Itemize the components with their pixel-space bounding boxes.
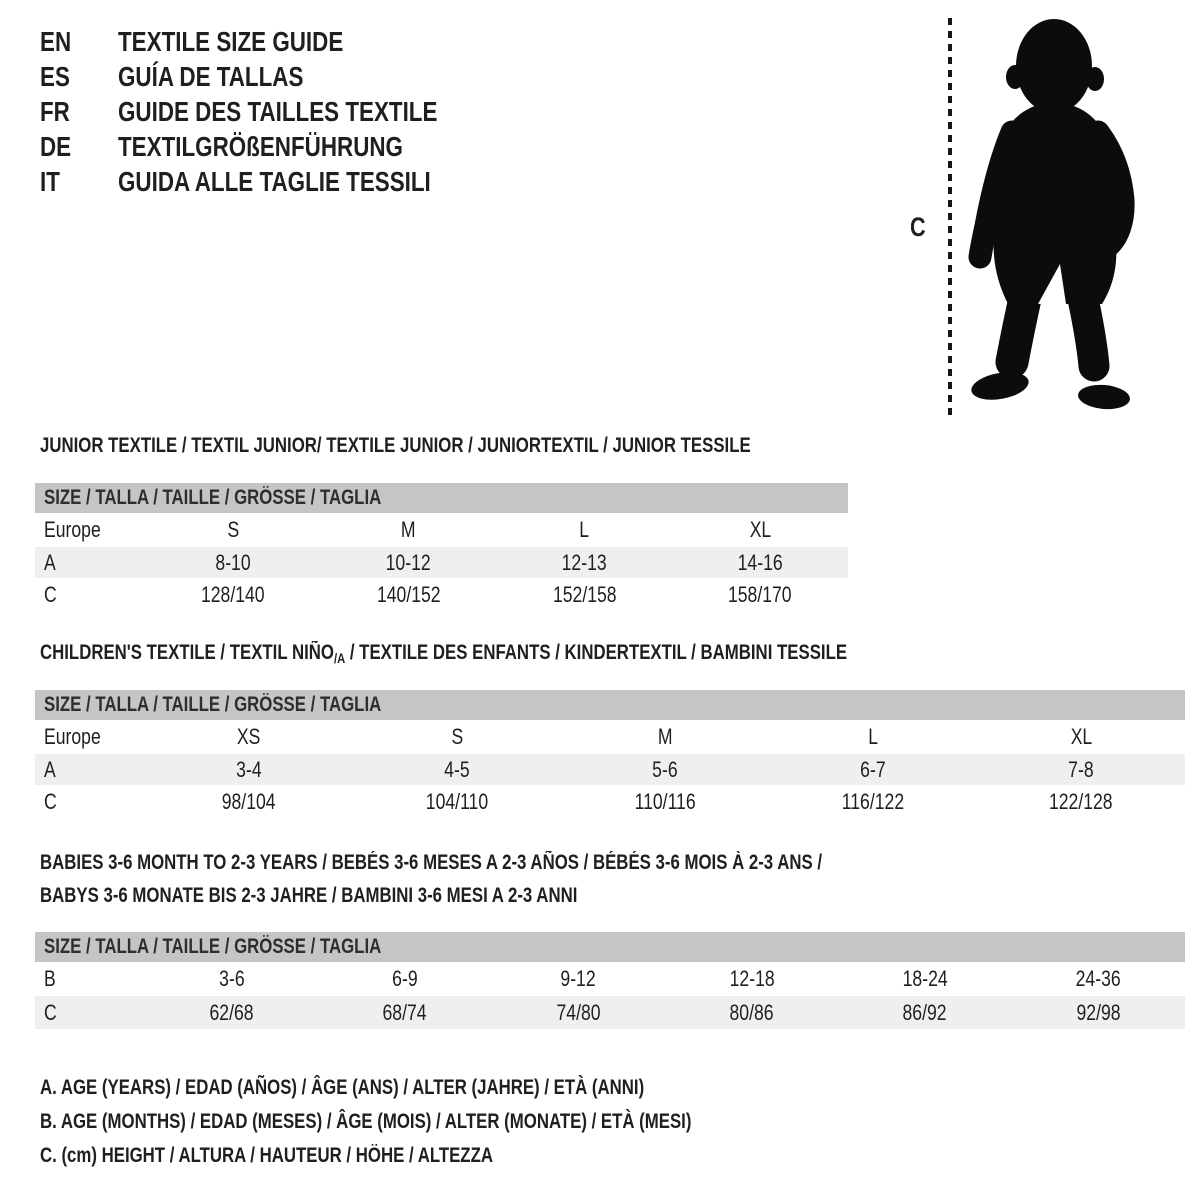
lang-code-en-text: EN (40, 25, 72, 57)
junior-size-s (145, 517, 321, 543)
babies-size-table-header (35, 932, 1185, 962)
silhouette-leg-left (1012, 294, 1026, 362)
babies-height-6 (1012, 1000, 1185, 1026)
children-height-s-text: 104/110 (425, 788, 489, 814)
lang-label-fr-text: GUIDE DES TAILLES TEXTILE (118, 95, 438, 127)
junior-row-c-label (35, 582, 145, 608)
toddler-silhouette (962, 16, 1140, 416)
babies-height-4-text: 80/86 (729, 999, 774, 1025)
children-row-c-label-text: C (44, 788, 57, 814)
children-size-xs-text: XS (237, 724, 261, 749)
babies-height-4 (665, 1000, 838, 1026)
lang-code-es-text: ES (40, 60, 70, 92)
children-size-m (561, 724, 769, 750)
junior-europe-label (35, 517, 145, 543)
junior-size-xl-text: XL (749, 517, 771, 542)
junior-row-c (35, 578, 848, 611)
junior-size-xl (672, 517, 848, 543)
children-height-xs-text: 98/104 (222, 788, 276, 814)
babies-months-2 (318, 966, 491, 992)
lang-code-it (40, 166, 118, 198)
babies-months-1 (145, 966, 318, 992)
lang-label-fr (118, 96, 517, 128)
children-size-xl-text: XL (1070, 724, 1092, 749)
babies-height-3 (492, 1000, 665, 1026)
children-heading-subscript: /A (333, 650, 346, 666)
junior-size-l (497, 517, 673, 543)
babies-size-header-text: SIZE / TALLA / TAILLE / GRÖSSE / TAGLIA (44, 935, 382, 958)
babies-height-2-text: 68/74 (382, 999, 428, 1025)
junior-height-xl-text: 158/170 (728, 581, 792, 607)
babies-height-1 (145, 1000, 318, 1026)
lang-label-de (118, 131, 474, 163)
children-age-xs (145, 757, 353, 783)
lang-label-it-text: GUIDA ALLE TAGLIE TESSILI (118, 165, 431, 197)
footnote-c (40, 1139, 854, 1173)
junior-row-a-label-text: A (44, 549, 56, 575)
junior-row-a-label (35, 550, 145, 576)
lang-code-fr-text: FR (40, 95, 70, 127)
children-age-l-text: 6-7 (860, 756, 886, 782)
junior-row-c-label-text: C (44, 581, 57, 607)
lang-label-it (118, 166, 509, 198)
children-section-heading-text (40, 641, 847, 666)
junior-height-m (321, 582, 497, 608)
junior-size-s-text: S (227, 517, 239, 542)
junior-age-xl (672, 550, 848, 576)
babies-height-2 (318, 1000, 491, 1026)
children-height-s (353, 789, 561, 815)
junior-size-m-text: M (401, 517, 416, 542)
babies-height-1-text: 62/68 (209, 999, 254, 1025)
babies-height-5-text: 86/92 (902, 999, 947, 1025)
lang-label-de-text: TEXTILGRÖßENFÜHRUNG (118, 130, 403, 162)
children-size-m-text: M (657, 724, 673, 749)
babies-row-b (35, 962, 1185, 996)
children-row-europe (35, 720, 1185, 754)
children-height-m (561, 789, 769, 815)
babies-height-5 (838, 1000, 1011, 1026)
junior-height-m-text: 140/152 (376, 581, 441, 607)
lang-label-es-text: GUÍA DE TALLAS (118, 60, 304, 92)
junior-size-header-text: SIZE / TALLA / TAILLE / GRÖSSE / TAGLIA (44, 486, 382, 509)
junior-section-heading-text: JUNIOR TEXTILE / TEXTIL JUNIOR/ TEXTILE JUNIOR / JUNIORTEXTIL / JUNIOR TESSILE (40, 434, 751, 457)
junior-height-xl (672, 582, 848, 608)
junior-row-europe (35, 513, 848, 547)
junior-age-s-text: 8-10 (215, 549, 251, 575)
children-size-xs (145, 724, 353, 750)
babies-section-heading-line1 (40, 851, 1018, 875)
babies-months-3 (492, 966, 665, 992)
lang-row-en (40, 24, 517, 59)
junior-height-l-text: 152/158 (552, 581, 617, 607)
lang-label-en-text: TEXTILE SIZE GUIDE (118, 25, 344, 57)
children-size-s (353, 724, 561, 750)
junior-height-s (145, 582, 321, 608)
babies-months-4 (665, 966, 838, 992)
children-age-s-text: 4-5 (444, 756, 470, 782)
junior-age-m-text: 10-12 (386, 549, 432, 575)
children-europe-label (35, 724, 145, 750)
silhouette-head (1016, 19, 1092, 113)
babies-section-heading-line2 (40, 884, 712, 908)
lang-row-es (40, 59, 517, 94)
babies-months-2-text: 6-9 (392, 966, 418, 991)
junior-age-l-text: 12-13 (561, 549, 607, 575)
children-height-xs (145, 789, 353, 815)
lang-code-en (40, 26, 118, 58)
babies-height-6-text: 92/98 (1076, 999, 1121, 1025)
children-size-header-label (44, 693, 466, 717)
footnotes (40, 1071, 854, 1173)
children-row-c-label (35, 789, 145, 815)
children-age-l (769, 757, 977, 783)
children-row-c (35, 785, 1185, 818)
silhouette-leg-right (1082, 294, 1094, 366)
lang-code-de-text: DE (40, 130, 72, 162)
junior-size-table (35, 483, 848, 611)
children-size-l-text: L (868, 724, 878, 749)
height-measure-label (908, 212, 928, 243)
babies-months-4-text: 12-18 (729, 966, 775, 991)
lang-code-fr (40, 96, 118, 128)
silhouette-ear-right (1086, 67, 1104, 91)
babies-heading-line1-text: BABIES 3-6 MONTH TO 2-3 YEARS / BEBÉS 3-6 MESES A 2-3 AÑOS / BÉBÉS 3-6 MOIS À 2-3 ANS / (40, 851, 823, 874)
children-europe-label-text: Europe (44, 724, 101, 749)
lang-row-fr (40, 94, 517, 129)
babies-heading-line2-text: BABYS 3-6 MONATE BIS 2-3 JAHRE / BAMBINI 3-6 MESI A 2-3 ANNI (40, 884, 578, 907)
children-size-header-text: SIZE / TALLA / TAILLE / GRÖSSE / TAGLIA (44, 693, 382, 716)
junior-age-s (145, 550, 321, 576)
children-age-xs-text: 3-4 (236, 756, 262, 782)
footnote-b-text: B. AGE (MONTHS) / EDAD (MESES) / ÂGE (MOIS) / ALTER (MONATE) / ETÀ (MESI) (40, 1110, 692, 1133)
junior-size-table-header (35, 483, 848, 513)
lang-label-en (118, 26, 400, 58)
children-section-heading (40, 641, 1049, 666)
babies-size-table (35, 932, 1185, 1029)
children-height-xl (977, 789, 1185, 815)
babies-size-header-label (44, 935, 466, 959)
footnote-c-text: C. (cm) HEIGHT / ALTURA / HAUTEUR / HÖHE / ALTEZZA (40, 1144, 493, 1167)
junior-size-l-text: L (579, 517, 590, 542)
junior-age-m (321, 550, 497, 576)
junior-height-l (497, 582, 673, 608)
junior-age-xl-text: 14-16 (737, 549, 783, 575)
babies-months-5-text: 18-24 (902, 966, 948, 991)
children-heading-prefix: CHILDREN'S TEXTILE / TEXTIL NIÑO (40, 641, 334, 664)
babies-row-b-label (35, 966, 145, 992)
lang-code-de (40, 131, 118, 163)
junior-row-a (35, 547, 848, 578)
babies-row-c (35, 996, 1185, 1029)
footnote-a-text: A. AGE (YEARS) / EDAD (AÑOS) / ÂGE (ANS) / ALTER (JAHRE) / ETÀ (ANNI) (40, 1076, 645, 1099)
children-size-table-header (35, 690, 1185, 720)
junior-age-l (497, 550, 673, 576)
children-age-m-text: 5-6 (652, 756, 678, 782)
babies-months-1-text: 3-6 (218, 966, 245, 991)
babies-months-6-text: 24-36 (1075, 966, 1121, 991)
children-height-xl-text: 122/128 (1049, 788, 1113, 814)
children-age-s (353, 757, 561, 783)
babies-months-3-text: 9-12 (560, 966, 596, 991)
children-height-m-text: 110/116 (634, 788, 696, 814)
children-age-xl-text: 7-8 (1068, 756, 1094, 782)
children-row-a-label (35, 757, 145, 783)
silhouette-ear-left (1006, 65, 1024, 89)
height-measure-line (948, 18, 952, 416)
junior-section-heading (40, 434, 928, 458)
silhouette-foot-right (1077, 383, 1131, 411)
babies-height-3-text: 74/80 (556, 999, 601, 1025)
children-size-s-text: S (451, 724, 463, 749)
children-size-xl (977, 724, 1185, 750)
babies-row-c-label (35, 1000, 145, 1026)
language-title-block (40, 24, 517, 199)
children-height-l-text: 116/122 (841, 788, 905, 814)
children-age-m (561, 757, 769, 783)
children-age-xl (977, 757, 1185, 783)
lang-code-it-text: IT (40, 165, 60, 197)
lang-label-es (118, 61, 350, 93)
children-size-l (769, 724, 977, 750)
junior-size-header-label (44, 486, 466, 510)
children-row-a-label-text: A (44, 756, 56, 782)
babies-row-b-label-text: B (44, 966, 56, 991)
footnote-b (40, 1105, 854, 1139)
children-row-a (35, 754, 1185, 785)
children-height-l (769, 789, 977, 815)
lang-code-es (40, 61, 118, 93)
lang-row-it (40, 164, 517, 199)
junior-size-m (321, 517, 497, 543)
babies-row-c-label-text: C (44, 999, 57, 1025)
lang-row-de (40, 129, 517, 164)
babies-months-6 (1012, 966, 1185, 992)
junior-europe-label-text: Europe (44, 517, 101, 542)
height-measure-label-text: C (909, 212, 926, 242)
children-size-table (35, 690, 1185, 818)
babies-months-5 (838, 966, 1011, 992)
junior-height-s-text: 128/140 (201, 581, 265, 607)
footnote-a (40, 1071, 854, 1105)
children-heading-suffix: / TEXTILE DES ENFANTS / KINDERTEXTIL / BAMBINI TESSILE (345, 641, 848, 664)
